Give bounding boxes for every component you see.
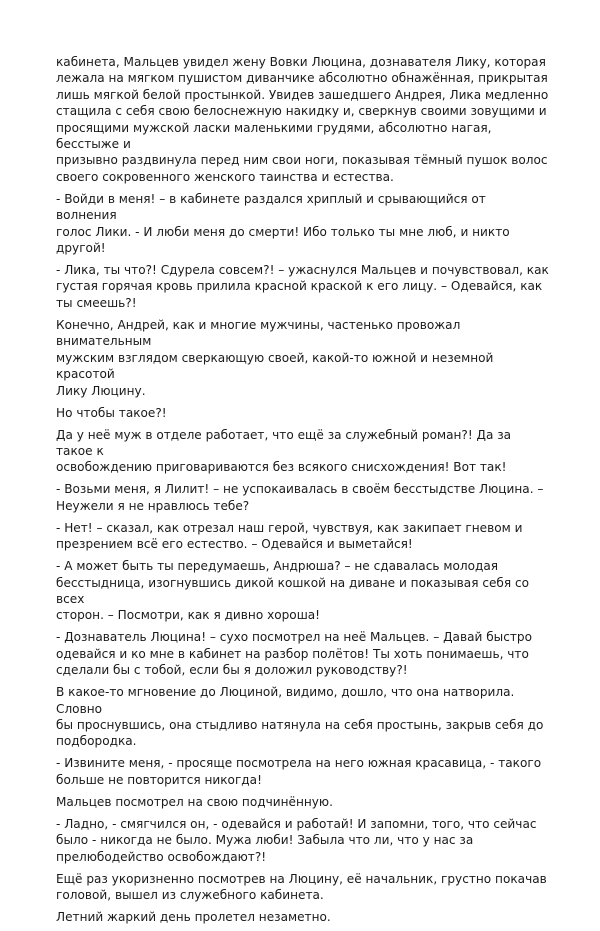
paragraph: - Возьми меня, я Лилит! – не успокаивалась в своём бесстыдстве Люцина. – Неужели я не нравлюсь тебе?	[56, 482, 544, 513]
paragraph: - Лика, ты что?! Сдурела совсем?! – ужаснулся Мальцев и почувствовал, как густая горячая кровь прилила красной краской к его лицу. – Одевайся, как ты смеешь?!	[56, 263, 549, 310]
paragraph: кабинета, Мальцев увидел жену Вовки Люцина, дознавателя Лику, которая лежала на мягком пушистом диванчике абсолютно обнажённая, прикрытая лишь мягкой белой простынкой. Увидев зашедшего Андрея, Лика медленно стащила с себя свою белоснежную накидку и, сверкнув своими зовущими и просящими мужской ласки маленькими грудями, абсолютно нагая, бесстыже и призывно раздвинула перед ним свои ноги, показывая тёмный пушок волос своего сокровенного женского таинства и естества.	[56, 55, 549, 184]
document-body	[56, 54, 550, 931]
paragraph: - Извините меня, - просяще посмотрела на него южная красавица, - такого больше не повторится никогда!	[56, 756, 542, 787]
paragraph: - Дознаватель Люцина! – сухо посмотрел на неё Мальцев. – Давай быстро одевайся и ко мне в кабинет на разбор полётов! Ты хоть понимаешь, что сделали бы с тобой, если бы я доложил руководству?!	[56, 630, 532, 678]
paragraph: Но чтобы такое?!	[56, 405, 167, 420]
paragraph: Летний жаркий день пролетел незаметно.	[56, 910, 331, 924]
paragraph: Ещё раз укоризненно посмотрев на Люцину, её начальник, грустно покачав головой, вышел из служебного кабинета.	[56, 871, 547, 902]
paragraph: Конечно, Андрей, как и многие мужчины, частенько провожал внимательным мужским взглядом сверкающую своей, какой-то южной и неземной красотой Лику Люцину.	[56, 317, 494, 398]
paragraph: Мальцев посмотрел на свою подчинённую.	[56, 794, 333, 809]
paragraph: - Нет! – сказал, как отрезал наш герой, чувствуя, как закипает гневом и презрением всё его естество. – Одевайся и выметайся!	[56, 520, 523, 552]
paragraph: - Войди в меня! – в кабинете раздался хриплый и срывающийся от волнения голос Лики. - И люби меня до смерти! Ибо только ты мне люб, и никто другой!	[56, 191, 510, 256]
paragraph: Да у неё муж в отделе работает, что ещё за служебный роман?! Да за такое к освобождению приговариваются без всякого снисхождения! Вот так!	[56, 427, 512, 475]
paragraph: - Ладно, - смягчился он, - одевайся и работай! И запомни, того, что сейчас было - никогда не было. Мужа люби! Забыла что ли, что у нас за прелюбодейство освобождают?!	[56, 816, 537, 864]
paragraph: - А может быть ты передумаешь, Андрюша? – не сдавалась молодая бесстыдница, изогнувшись дикой кошкой на диване и показывая себя со всех сторон. – Посмотри, как я дивно хороша!	[56, 559, 530, 623]
paragraph: В какое-то мгновение до Люциной, видимо, дошло, что она натворила. Словно бы проснувшись, она стыдливо натянула на себя простынь, закрыв себя до подбородка.	[56, 685, 544, 749]
